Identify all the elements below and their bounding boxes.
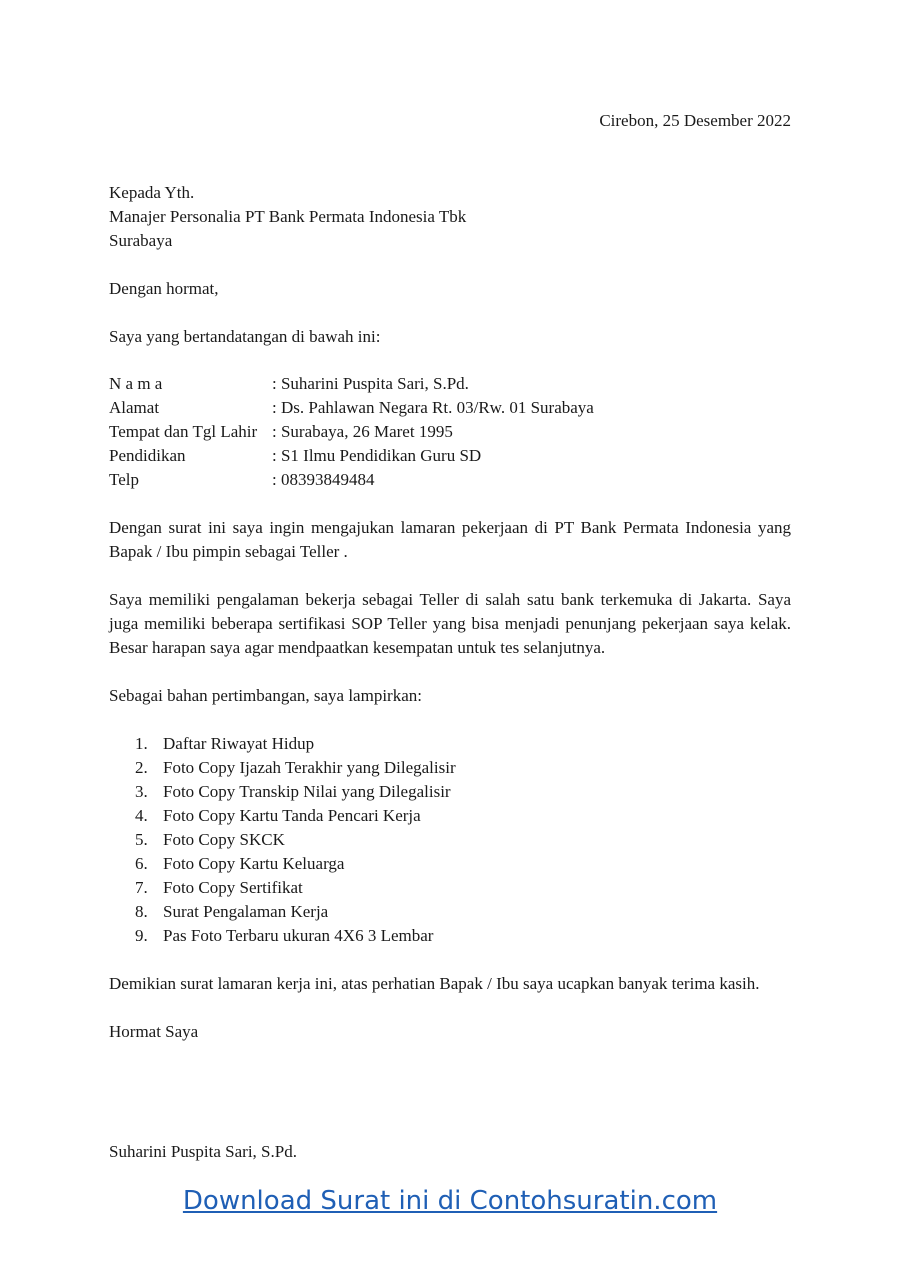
list-item-number: 2. xyxy=(135,758,148,777)
paragraph-application: Dengan surat ini saya ingin mengajukan lamaran pekerjaan di PT Bank Permata Indonesia yang Bapak / Ibu pimpin sebagai Teller . xyxy=(109,518,791,561)
list-item-text: Pas Foto Terbaru ukuran 4X6 3 Lembar xyxy=(163,926,434,945)
signatory-name: Suharini Puspita Sari, S.Pd. xyxy=(109,1142,297,1161)
list-item-text: Foto Copy Sertifikat xyxy=(163,878,303,897)
list-item-text: Foto Copy Ijazah Terakhir yang Dilegalisir xyxy=(163,758,456,777)
field-label: Alamat xyxy=(109,398,160,417)
list-item-number: 8. xyxy=(135,902,148,921)
list-item-text: Daftar Riwayat Hidup xyxy=(163,734,315,753)
list-item-number: 7. xyxy=(135,878,148,897)
closing-text: Demikian surat lamaran kerja ini, atas perhatian Bapak / Ibu saya ucapkan banyak terima kasih. xyxy=(109,974,760,993)
list-item-number: 4. xyxy=(135,806,148,825)
recipient-line-2: Manajer Personalia PT Bank Permata Indonesia Tbk xyxy=(109,207,467,226)
field-label: N a m a xyxy=(109,374,163,393)
recipient-line-3: Surabaya xyxy=(109,231,173,250)
list-item-text: Foto Copy Kartu Tanda Pencari Kerja xyxy=(163,806,421,825)
field-value: : Surabaya, 26 Maret 1995 xyxy=(272,422,453,441)
field-value: : 08393849484 xyxy=(272,470,375,489)
list-item-number: 3. xyxy=(135,782,148,801)
list-item-text: Foto Copy Transkip Nilai yang Dilegalisir xyxy=(163,782,451,801)
list-item-number: 6. xyxy=(135,854,148,873)
field-label: Pendidikan xyxy=(109,446,186,465)
greeting: Dengan hormat, xyxy=(109,279,219,298)
attachments-intro: Sebagai bahan pertimbangan, saya lampirkan: xyxy=(109,686,422,705)
field-value: : S1 Ilmu Pendidikan Guru SD xyxy=(272,446,482,465)
field-value: : Suharini Puspita Sari, S.Pd. xyxy=(272,374,469,393)
list-item-number: 9. xyxy=(135,926,148,945)
sign-off: Hormat Saya xyxy=(109,1022,199,1041)
recipient-line-1: Kepada Yth. xyxy=(109,183,195,202)
list-item-text: Foto Copy Kartu Keluarga xyxy=(163,854,345,873)
field-label: Tempat dan Tgl Lahir xyxy=(109,422,258,441)
list-item-number: 1. xyxy=(135,734,148,753)
list-item-text: Surat Pengalaman Kerja xyxy=(163,902,329,921)
date-line: Cirebon, 25 Desember 2022 xyxy=(599,111,791,130)
download-link[interactable]: Download Surat ini di Contohsuratin.com xyxy=(182,1186,718,1216)
field-label: Telp xyxy=(109,470,139,489)
field-value: : Ds. Pahlawan Negara Rt. 03/Rw. 01 Surabaya xyxy=(272,398,594,417)
intro-text: Saya yang bertandatangan di bawah ini: xyxy=(109,327,381,346)
list-item-text: Foto Copy SKCK xyxy=(163,830,285,849)
list-item-number: 5. xyxy=(135,830,148,849)
paragraph-experience: Saya memiliki pengalaman bekerja sebagai Teller di salah satu bank terkemuka di Jakarta. Saya juga memiliki beberapa sertifikasi SOP Teller yang bisa menjadi penunjang pekerjaan saya kelak. Besar harapan saya agar mendpaatkan kesempatan untuk tes selanjutnya. xyxy=(109,590,791,657)
